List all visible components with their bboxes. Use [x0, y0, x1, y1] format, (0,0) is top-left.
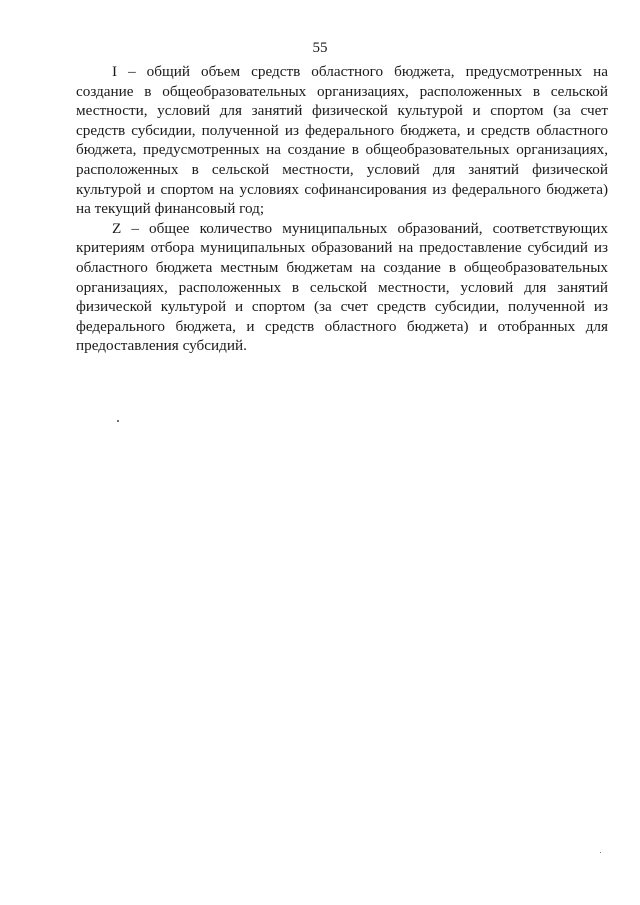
- page-number: 55: [312, 40, 328, 56]
- paragraph-z-definition: Z – общее количество муниципальных образований, соответствующих критериям отбора муниципальных образований на предоставление субсидий из областного бюджета местным бюджетам на создание в общеобразовательных организациях, расположенных в сельской местности, условий для занятий физической культурой и спортом (за счет средств субсидии, полученной из федерального бюджета, и средств областного бюджета) и отобранных для предоставления субсидий.: [76, 219, 608, 355]
- scan-speck: [600, 852, 601, 853]
- paragraph-i-definition: I – общий объем средств областного бюджета, предусмотренных на создание в общеобразовательных организациях, расположенных в сельской местности, условий для занятий физической культурой и спортом (за счет средств субсидии, полученной из федерального бюджета, и средств областного бюджета, предусмотренных на создание в общеобразовательных организациях, расположенных в сельской местности, условий для занятий физической культурой и спортом на условиях софинансирования из федерального бюджета) на текущий финансовый год;: [76, 63, 608, 218]
- document-body: [76, 62, 608, 356]
- scan-speck: [117, 420, 119, 422]
